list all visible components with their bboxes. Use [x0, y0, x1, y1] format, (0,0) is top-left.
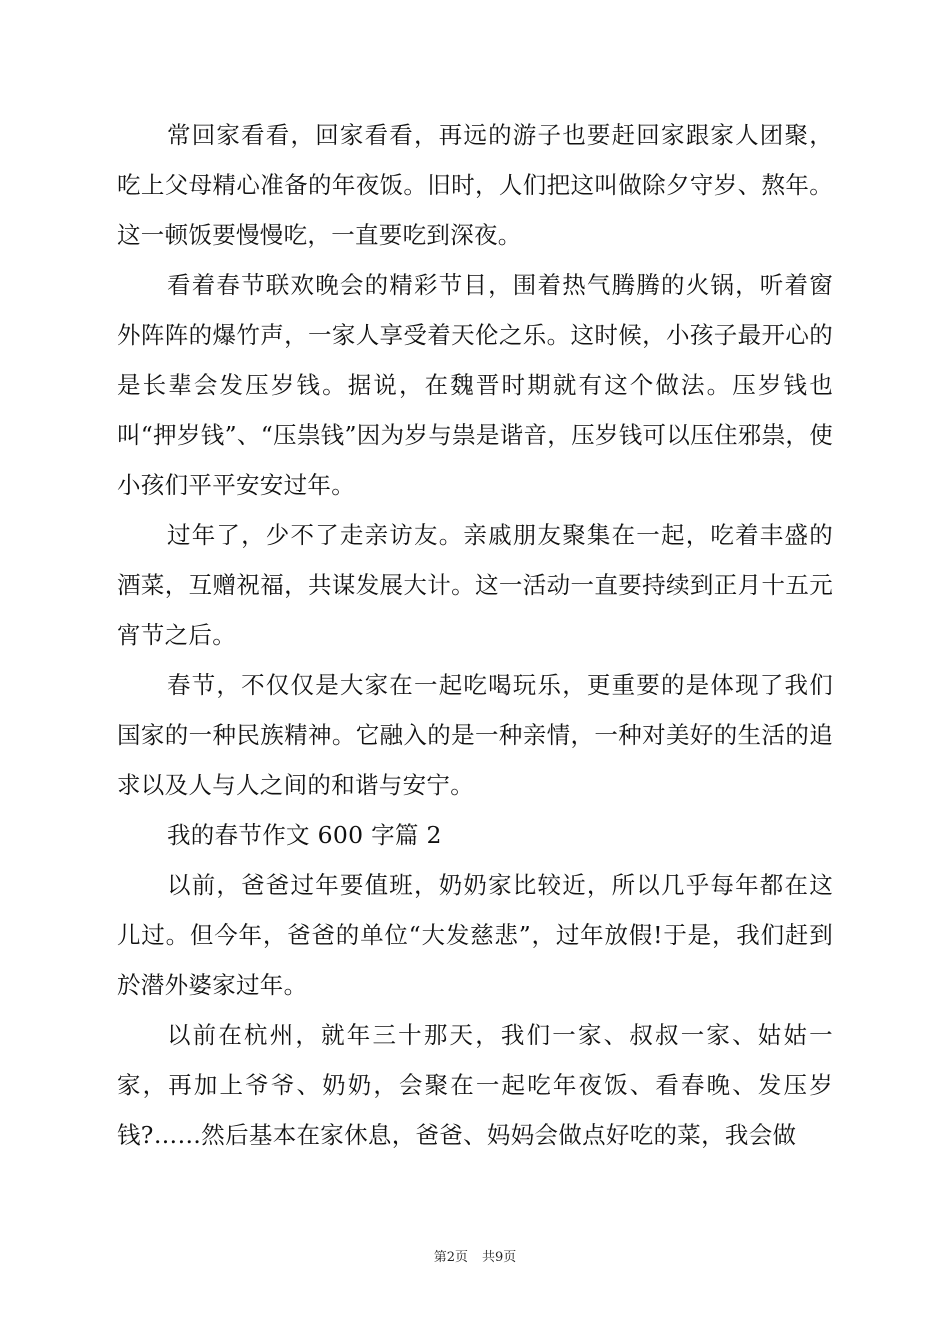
- document-body: [117, 110, 833, 1160]
- paragraph-1: 常回家看看，回家看看，再远的游子也要赶回家跟家人团聚，吃上父母精心准备的年夜饭。旧时，人们把这叫做除夕守岁、熬年。这一顿饭要慢慢吃，一直要吃到深夜。: [117, 121, 833, 249]
- page-footer: [0, 1246, 950, 1265]
- section-heading: 我的春节作文 600 字篇 2: [167, 821, 442, 849]
- paragraph-3: 过年了，少不了走亲访友。亲戚朋友聚集在一起，吃着丰盛的酒菜，互赠祝福，共谋发展大计。这一活动一直要持续到正月十五元宵节之后。: [117, 521, 833, 649]
- paragraph-2: 看着春节联欢晚会的精彩节目，围着热气腾腾的火锅，听着窗外阵阵的爆竹声，一家人享受着天伦之乐。这时候，小孩子最开心的是长辈会发压岁钱。据说，在魏晋时期就有这个做法。压岁钱也叫“押岁钱”、“压祟钱”因为岁与祟是谐音，压岁钱可以压住邪祟，使小孩们平平安安过年。: [117, 271, 833, 499]
- paragraph-4: 春节，不仅仅是大家在一起吃喝玩乐，更重要的是体现了我们国家的一种民族精神。它融入的是一种亲情，一种对美好的生活的追求以及人与人之间的和谐与安宁。: [117, 671, 833, 799]
- paragraph-6: 以前在杭州，就年三十那天，我们一家、叔叔一家、姑姑一家，再加上爷爷、奶奶，会聚在一起吃年夜饭、看春晚、发压岁钱?……然后基本在家休息，爸爸、妈妈会做点好吃的菜，我会做: [117, 1021, 833, 1149]
- paragraph-5: 以前，爸爸过年要值班，奶奶家比较近，所以几乎每年都在这儿过。但今年，爸爸的单位“大发慈悲”，过年放假!于是，我们赶到於潜外婆家过年。: [117, 871, 833, 999]
- page-total: 共9页: [482, 1250, 517, 1265]
- page-number: 第2页: [433, 1250, 468, 1265]
